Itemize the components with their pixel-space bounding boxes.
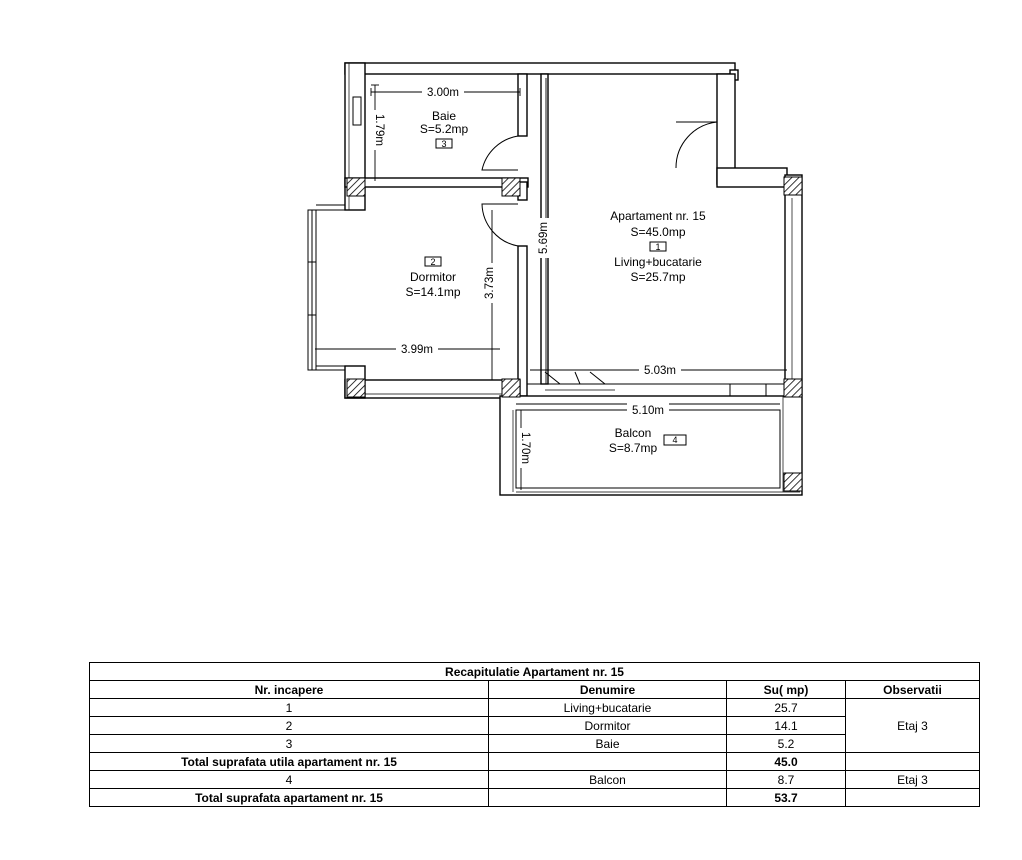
total-value: 53.7: [727, 789, 846, 807]
room-name: Baie: [431, 109, 457, 123]
apartment-heading: Apartament nr. 15: [610, 209, 706, 223]
table-row: [90, 771, 980, 789]
summary-table: [89, 662, 980, 807]
cell-obs: Etaj 3: [846, 771, 980, 789]
room-area: S=5.2mp: [419, 122, 469, 136]
room-name: Living+bucatarie: [614, 255, 702, 269]
header-nr: Nr. incapere: [90, 681, 489, 699]
room-number: 3: [441, 139, 447, 149]
total-useful-row: [90, 753, 980, 771]
dim-living-height: 5.69m: [538, 222, 550, 254]
dim-balcon-height: 1.70m: [519, 432, 531, 464]
room-baie: [420, 109, 469, 149]
cell-nr: 2: [90, 717, 489, 735]
room-number: 4: [672, 435, 678, 445]
room-name: Balcon: [614, 426, 652, 440]
total-row: [90, 789, 980, 807]
cell-nr: 4: [90, 771, 489, 789]
cell-name: Balcon: [489, 771, 727, 789]
cell-su: 14.1: [727, 717, 846, 735]
room-area: S=14.1mp: [405, 285, 461, 299]
cell-name: Living+bucatarie: [489, 699, 727, 717]
dim-balcon-width: 5.10m: [632, 405, 664, 417]
room-dormitor: [405, 257, 460, 299]
cell-nr: 3: [90, 735, 489, 753]
total-useful-label: Total suprafata utila apartament nr. 15: [90, 753, 489, 771]
cell-su: 8.7: [727, 771, 846, 789]
table-row: [90, 699, 980, 717]
cell-name: Dormitor: [489, 717, 727, 735]
dim-dormitor-width: 3.99m: [401, 344, 433, 356]
table-title: Recapitulatie Apartament nr. 15: [90, 663, 980, 681]
room-number: 1: [655, 242, 661, 252]
room-area: S=8.7mp: [608, 441, 658, 455]
cell-su: 25.7: [727, 699, 846, 717]
cell-obs: Etaj 3: [846, 699, 980, 753]
dim-dormitor-height: 3.73m: [484, 267, 496, 299]
dim-baie-height: 1.79m: [373, 114, 385, 146]
dim-baie-width: 3.00m: [427, 87, 459, 99]
room-area: S=25.7mp: [630, 270, 686, 284]
cell-name: Baie: [489, 735, 727, 753]
apartment-total-area: S=45.0mp: [630, 225, 686, 239]
total-useful-value: 45.0: [727, 753, 846, 771]
room-living: [610, 209, 706, 284]
header-su: Su( mp): [727, 681, 846, 699]
cell-nr: 1: [90, 699, 489, 717]
dim-living-width: 5.03m: [644, 365, 676, 377]
header-obs: Observatii: [846, 681, 980, 699]
cell-su: 5.2: [727, 735, 846, 753]
room-number: 2: [430, 257, 436, 267]
total-label: Total suprafata apartament nr. 15: [90, 789, 489, 807]
room-name: Dormitor: [409, 270, 457, 284]
header-name: Denumire: [489, 681, 727, 699]
